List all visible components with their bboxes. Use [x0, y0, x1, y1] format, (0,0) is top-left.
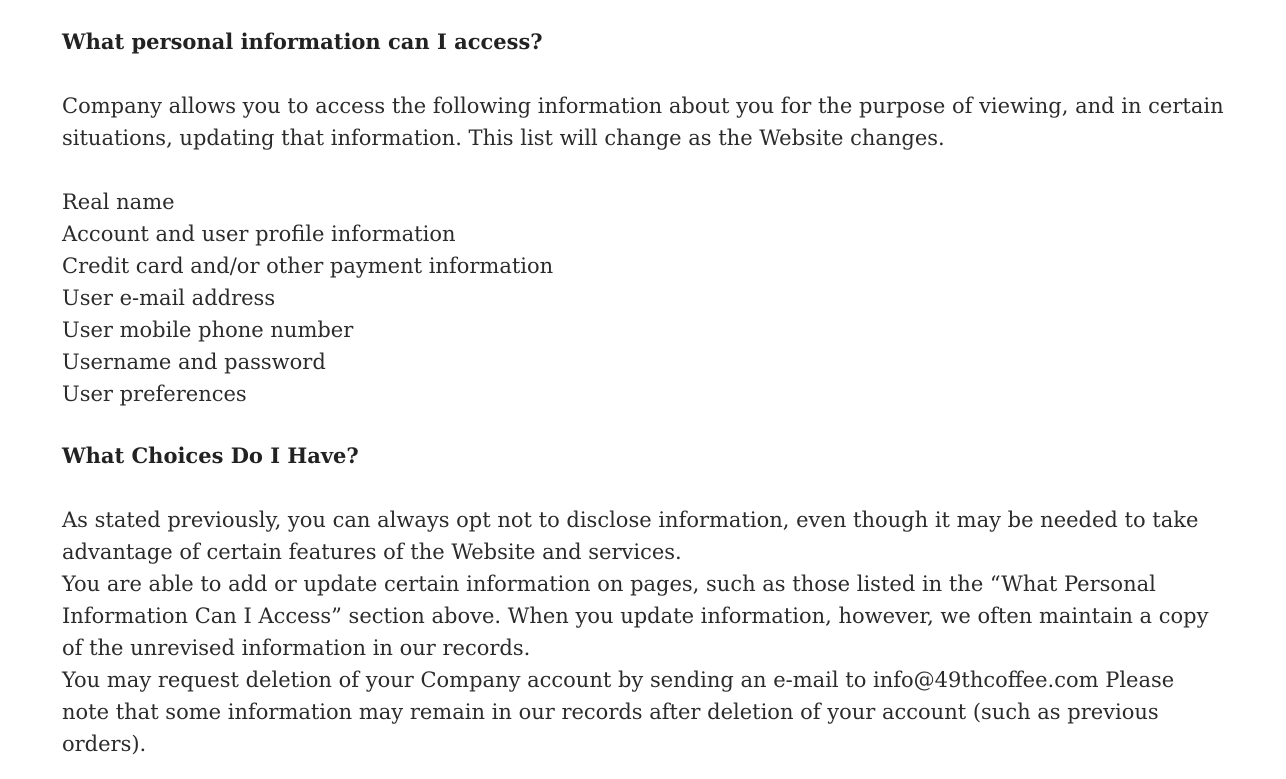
spacer	[62, 154, 1224, 186]
spacer	[62, 410, 1224, 440]
access-intro: Company allows you to access the following information about you for the purpose of viewing, and in certain situations, updating that information. This list will change as the Website changes.	[62, 94, 1224, 150]
spacer	[62, 472, 1224, 504]
deletion-text-after: Please note that some information may remain in our records after deletion of your account (such as previous orders).	[62, 668, 1175, 756]
choices-paragraph-3	[62, 664, 1224, 760]
contact-email-link[interactable]: info@49thcoffee.com	[873, 668, 1099, 692]
deletion-text-before: You may request deletion of your Company account by sending an e-mail to	[62, 668, 874, 692]
list-item: User e-mail address	[62, 286, 276, 310]
accessible-info-list	[62, 186, 1224, 410]
choices-paragraph-2: You are able to add or update certain information on pages, such as those listed in the “What Personal Information Can I Access” section above. When you update information, however, we often maintain a copy of the unrevised information in our records.	[62, 572, 1209, 660]
spacer	[62, 58, 1224, 90]
choices-heading: What Choices Do I Have?	[62, 443, 359, 468]
list-item: User preferences	[62, 382, 247, 406]
access-heading: What personal information can I access?	[62, 29, 543, 54]
choices-paragraph-1: As stated previously, you can always opt not to disclose information, even though it may be needed to take advantage of certain features of the Website and services.	[62, 508, 1199, 564]
list-item: Credit card and/or other payment information	[62, 254, 554, 278]
list-item: Account and user profile information	[62, 222, 456, 246]
list-item: Username and password	[62, 350, 326, 374]
list-item: Real name	[62, 190, 175, 214]
list-item: User mobile phone number	[62, 318, 354, 342]
